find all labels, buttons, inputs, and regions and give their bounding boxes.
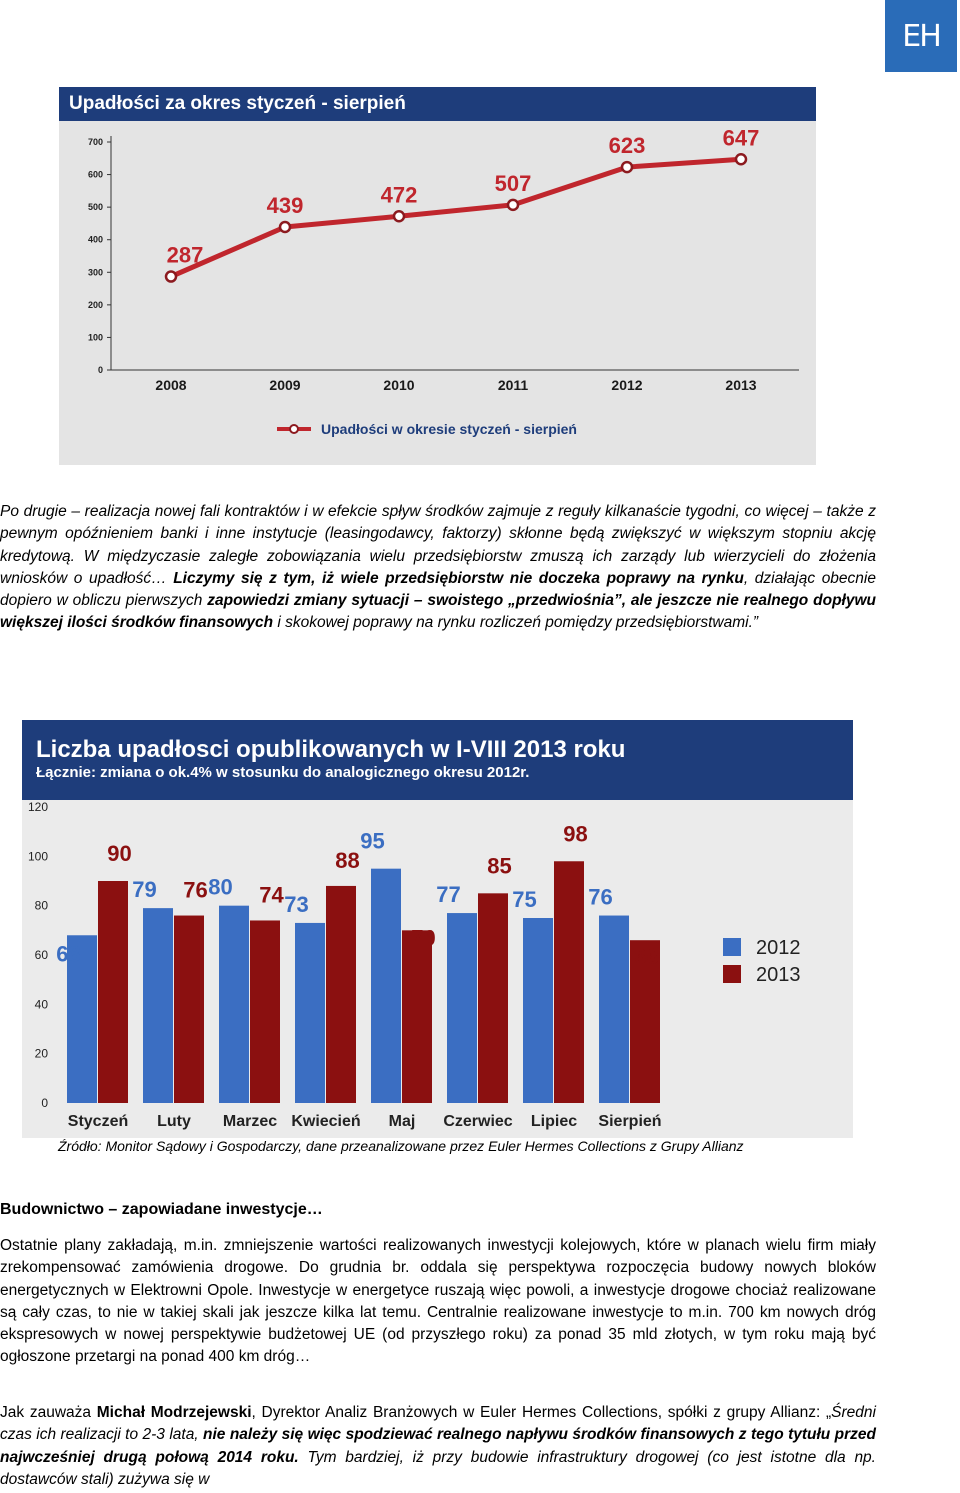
y-tick-label: 700 [87, 137, 103, 147]
x-tick-label: Maj [388, 1113, 416, 1130]
section-heading: Budownictwo – zapowiadane inwestycje… [0, 1201, 323, 1218]
paragraph-text: Po drugie – realizacja nowej fali kontraktów i w efekcie spływ środków zajmuje z reguły kilkanaście tygodni, co więcej – także z pewnym opóźnieniem banki i inne instytucje (leasingodawcy, faktorzy) skłonne będą zwiększyć w większym stopniu akcję kredytową. [0, 503, 876, 565]
data-label: 85 [487, 853, 512, 879]
data-point [166, 272, 176, 282]
data-label: 90 [107, 841, 132, 866]
x-tick-label: Kwiecień [291, 1113, 361, 1130]
data-label: 74 [259, 882, 284, 908]
bar-2012 [599, 916, 629, 1103]
legend-swatch [723, 965, 741, 983]
y-tick-label: 40 [34, 997, 48, 1012]
quote-text: Tym bardziej, iż przy budowie infrastruktury drogowej (co jest istotne dla np. dostawców stali) zużywa się w [0, 1448, 876, 1488]
legend-label: 2012 [756, 937, 801, 959]
y-tick-label: 0 [97, 365, 103, 375]
data-label: 647 [722, 125, 760, 151]
x-tick-label: Marzec [222, 1113, 278, 1130]
data-label: 76 [183, 877, 208, 903]
data-label: 77 [436, 882, 461, 908]
chart-title: Upadłości za okres styczeń - sierpień [59, 87, 816, 121]
y-tick-label: 20 [34, 1046, 48, 1061]
x-tick-label: Luty [157, 1113, 191, 1130]
x-tick-label: Lipiec [530, 1113, 578, 1130]
data-label: 75 [512, 887, 537, 912]
x-tick-label: 2008 [155, 377, 187, 393]
chart-header [22, 720, 853, 800]
data-point [394, 211, 404, 221]
paragraph-emphasis: zapowiedzi zmiany sytuacji – swoistego „przedwiośnia”, ale jeszcze nie realnego dopływu większej ilości środków finansowych [0, 592, 876, 632]
paragraph-text: , działając obecnie dopiero w obliczu pierwszych [0, 569, 876, 610]
y-tick-label: 0 [41, 1096, 48, 1110]
data-label: 70 [411, 925, 436, 951]
data-label: 287 [166, 242, 204, 268]
bar-2012 [219, 906, 249, 1103]
data-point [736, 154, 746, 164]
data-point [508, 200, 518, 210]
x-tick-label: 2013 [725, 377, 757, 393]
bar-2013 [250, 920, 280, 1103]
chart-title: Liczba upadłosci opublikowanych w I-VIII 2013 roku [36, 736, 626, 763]
y-tick-label: 120 [27, 800, 48, 814]
y-tick-label: 80 [34, 898, 48, 913]
data-label: 623 [608, 133, 646, 159]
paragraph-intro [0, 501, 876, 635]
bar-2013 [98, 881, 128, 1103]
line-chart-canvas [59, 87, 816, 465]
bar-2013 [174, 916, 204, 1103]
data-label: 66 [634, 944, 659, 970]
y-tick-label: 200 [87, 299, 103, 310]
data-label: 80 [208, 874, 233, 900]
bar-2013 [326, 886, 356, 1103]
x-tick-label: Czerwiec [443, 1113, 513, 1130]
x-tick-label: 2009 [269, 377, 301, 393]
bar-2013 [402, 930, 432, 1103]
source-note: Źródło: Monitor Sądowy i Gospodarczy, dane przeanalizowane przez Euler Hermes Collections z Grupy Allianz [58, 1138, 744, 1154]
x-tick-label: 2011 [497, 377, 529, 393]
euler-hermes-logo: EH [885, 0, 957, 72]
bar-2012 [447, 913, 477, 1103]
series-line [171, 159, 741, 276]
quote-text: Średni czas ich realizacji to 2-3 lata, [0, 1404, 876, 1444]
x-tick-label: 2010 [383, 377, 415, 393]
x-tick-label: 2012 [611, 377, 643, 393]
chart-subtitle: Łącznie: zmiana o ok.4% w stosunku do analogicznego okresu 2012r. [36, 764, 530, 781]
person-name: Michał Modrzejewski [96, 1404, 252, 1421]
data-label: 79 [132, 877, 157, 903]
y-tick-label: 400 [87, 234, 103, 245]
data-label: 507 [494, 170, 532, 196]
paragraph-text: , Dyrektor Analiz Branżowych w Euler Hermes Collections, spółki z grupy Allianz: „ [251, 1404, 832, 1421]
legend-marker [290, 425, 298, 433]
data-point [280, 222, 290, 232]
y-tick-label: 300 [87, 267, 103, 278]
x-tick-label: Sierpień [598, 1113, 662, 1130]
y-tick-label: 500 [87, 202, 103, 213]
bar-2013 [478, 893, 508, 1103]
y-tick-label: 60 [34, 948, 48, 962]
data-label: 88 [335, 847, 360, 873]
bar-2012 [371, 869, 401, 1103]
legend-label: 2013 [756, 964, 801, 986]
legend-label: Upadłości w okresie styczeń - sierpień [321, 421, 577, 437]
data-point [622, 162, 632, 172]
y-tick-label: 100 [87, 332, 103, 343]
data-label: 439 [266, 193, 304, 219]
line-chart-bankruptcies-2008-2013 [59, 87, 816, 465]
paragraph-text: W międzyczasie zaległe zobowiązania wielu przedsiębiorstw zmuszą ich zarządy lub wierzycieli do złożenia wniosków o upadłość… [0, 547, 876, 587]
bar-chart-bankruptcies-2012-2013 [22, 720, 853, 1138]
bar-2012 [295, 923, 325, 1103]
bar-2013 [554, 861, 584, 1103]
paragraph-text: i skokowej poprawy na rynku rozliczeń pomiędzy przedsiębiorstwami.” [273, 614, 759, 632]
data-label: 73 [284, 891, 309, 917]
data-label: 68 [56, 941, 81, 967]
legend-swatch [723, 938, 741, 956]
paragraph-construction: Ostatnie plany zakładają, m.in. zmniejszenie wartości realizowanych inwestycji kolejowych, które w planach wielu firm miały zrekompensować zamówienia drogowe. Do grudnia br. oddala się perspektywa rozpoczęcia budowy nowych bloków energetycznych w Elektrowni Opole. Inwestycje w energetyce ruszają więc powoli, a inwestycje drogowe chociaż realizowane są cały czas, to nie w takiej skali jak jeszcze kilka lat temu. Centralnie realizowane inwestycje to m.in. 700 km nowych dróg ekspresowych w nowej perspektywie budżetowej UE (od przyszłego roku) za ponad 35 mld złotych, w tym roku mają być ogłoszone przetargi na ponad 400 km dróg… [0, 1237, 876, 1366]
bar-2012 [523, 918, 553, 1103]
bar-2012 [143, 908, 173, 1103]
paragraph-emphasis: Liczymy się z tym, iż wiele przedsiębiorstw nie doczeka poprawy na rynku [166, 569, 744, 587]
y-tick-label: 100 [27, 849, 48, 864]
x-tick-label: Styczeń [67, 1113, 129, 1130]
data-label: 95 [360, 828, 385, 854]
paragraph-quote [0, 1402, 876, 1491]
y-tick-label: 600 [87, 169, 103, 180]
data-label: 472 [380, 182, 418, 208]
paragraph-text: Jak zauważa [0, 1404, 97, 1421]
data-label: 98 [563, 821, 588, 847]
data-label: 76 [588, 884, 613, 910]
quote-emphasis: nie należy się więc spodziewać realnego napływu środków finansowych z tego tytułu przed najwcześniej drugą połową 2014 roku. [0, 1426, 876, 1466]
